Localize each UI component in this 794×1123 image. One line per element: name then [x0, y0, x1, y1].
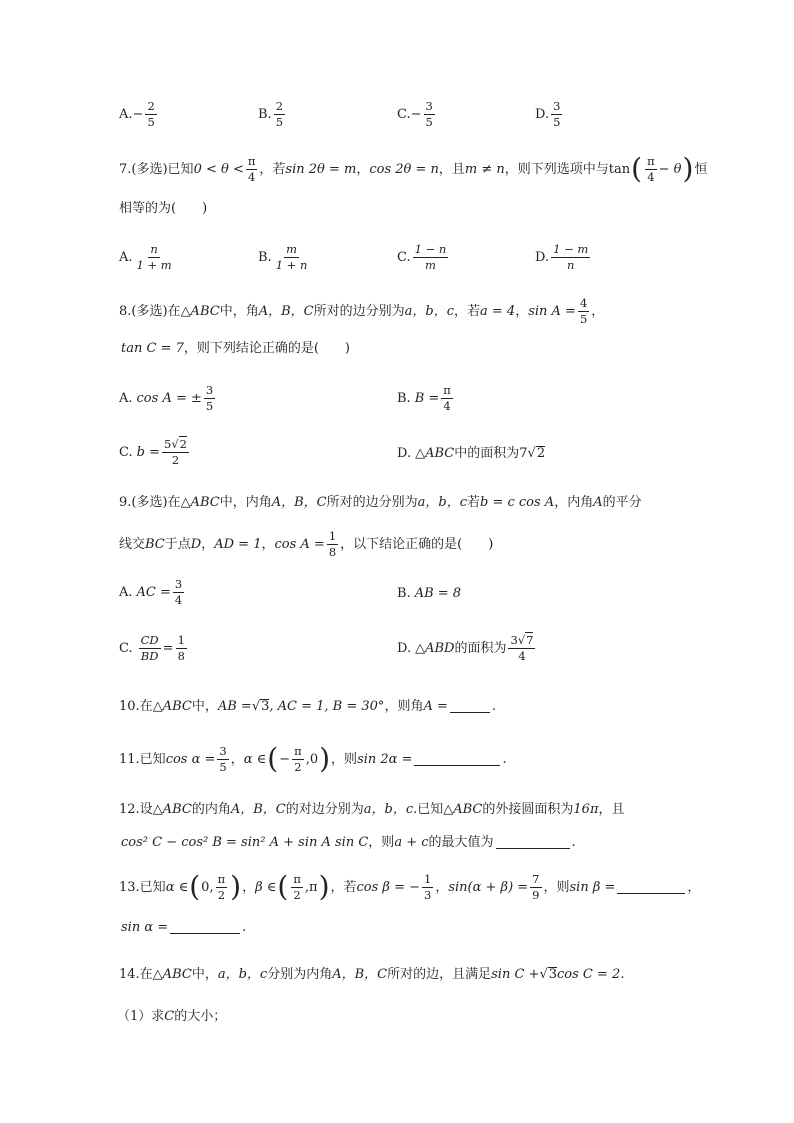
question-8-line2 [121, 342, 350, 355]
text: 相等的为( ) [119, 201, 208, 216]
fraction: $\frac{\pi}{2}$ [217, 872, 226, 902]
text: 中，内角 [219, 495, 272, 510]
text: 所对的边，且满足 [387, 966, 492, 982]
question-label: 14.在 [119, 966, 153, 982]
text: 若 [466, 495, 480, 510]
text: 分别为内角 [267, 966, 333, 982]
equals-sign: = [162, 640, 174, 656]
math-expr: 0, [201, 879, 214, 895]
text: ，则 [368, 835, 395, 850]
fraction: $\frac{3}{5}$ [219, 744, 227, 774]
q8-option-c [119, 438, 191, 466]
math-expr: AB = [217, 698, 252, 714]
sqrt-sign: √ [251, 698, 261, 714]
fraction: $\frac{\pi}{4}$ [443, 383, 451, 413]
math-expr: ,0 [305, 751, 319, 767]
text: . [620, 966, 625, 982]
math-expr: 0 < θ < [193, 161, 244, 177]
math-expr: a，b，c [217, 966, 268, 982]
q9-option-b [397, 587, 461, 600]
left-paren: ( [277, 870, 289, 904]
question-7-line1 [119, 152, 708, 186]
fraction: $\frac{1}{3}$ [424, 872, 432, 902]
math-expr: α ∈ [165, 879, 189, 895]
math-expr: B = [414, 390, 440, 406]
math-expr: A，B，C [271, 495, 327, 510]
text: ，则角 [384, 698, 424, 714]
text: 的面积为 [454, 640, 507, 656]
q8-option-b [397, 384, 455, 412]
question-label: 10.在 [119, 698, 153, 714]
text: ， [687, 879, 701, 895]
math-expr: tan [608, 161, 631, 177]
fraction: $\frac{1 - m}{n}$ [553, 242, 589, 272]
text: ，且 [438, 161, 465, 177]
math-expr: a + c [394, 835, 429, 850]
radicand: 2 [179, 437, 187, 451]
question-9-line2 [119, 530, 493, 558]
text: ，以下结论正确的是( ) [340, 536, 494, 552]
math-expr: A，B，C [332, 966, 388, 982]
text: . [571, 835, 576, 850]
option-letter: B. [397, 586, 411, 601]
text: 的最大值为 [428, 835, 494, 850]
fraction-numerator: 3√7 [510, 633, 534, 647]
question-7-line2 [119, 202, 207, 215]
text: ，若 [330, 879, 357, 895]
q8-option-a [119, 384, 217, 412]
question-11 [119, 742, 507, 776]
math-expr: cos A = [274, 536, 325, 552]
math-expr: a = 4 [480, 303, 516, 319]
text: ， [242, 879, 256, 895]
math-expr: △ABC [415, 445, 455, 461]
sqrt-sign: √ [539, 966, 548, 982]
math-expr: cos 2θ = n [369, 161, 439, 177]
fraction: $\frac{3}{5}$ [205, 383, 214, 413]
text: 于点 [164, 536, 191, 552]
option-letter: B. [397, 390, 411, 406]
math-expr: a，b，c [363, 802, 414, 817]
math-expr: β ∈ [255, 879, 277, 895]
q7-option-c [397, 243, 450, 271]
answer-blank[interactable] [496, 836, 570, 849]
text: 中，角 [219, 303, 259, 319]
minus-sign: − [132, 106, 144, 122]
answer-blank[interactable] [450, 700, 490, 713]
left-paren: ( [189, 870, 201, 904]
math-expr: sin(α + β) = [448, 879, 529, 895]
q6-option-c [397, 100, 437, 128]
fraction: $\frac{3}{4}$ [174, 577, 183, 607]
text: （1）求 [117, 1009, 165, 1024]
fraction: $\frac{7}{9}$ [532, 872, 540, 902]
question-14-sub1 [117, 1010, 226, 1023]
option-letter: D. [397, 640, 412, 656]
fraction: $\frac{\pi}{4}$ [647, 154, 655, 184]
q8-option-d: D. △ABC 中的面积为 7 √ 2 [397, 445, 546, 461]
math-expr: cos β = − [356, 879, 420, 895]
math-expr: a，b，c [417, 495, 467, 510]
text: ，则下列结论正确的是( ) [183, 341, 351, 356]
math-expr: sin β = [569, 879, 616, 895]
question-12-line2 [121, 836, 576, 849]
math-expr: cos A = ± [136, 390, 202, 406]
text: ， [201, 536, 215, 552]
right-paren: ) [319, 742, 331, 776]
fraction: $\frac{CD}{BD}$ [140, 633, 159, 663]
question-12-line1 [119, 803, 625, 816]
q6-option-d [535, 100, 564, 128]
question-label: 8.(多选)在 [119, 303, 181, 319]
text: ，内角 [554, 495, 594, 510]
question-label: 9.(多选)在 [119, 495, 181, 510]
text: .已知 [413, 802, 444, 817]
math-expr: sin 2α = [357, 751, 413, 767]
text: ，则 [543, 879, 570, 895]
radicand: 7 [526, 633, 534, 647]
q6-option-a [119, 100, 159, 128]
option-letter: A. [119, 390, 133, 406]
fraction: $\frac{n}{1 + m}$ [136, 242, 172, 272]
math-expr: b = [136, 444, 160, 460]
text: ，则 [331, 751, 358, 767]
option-letter: D. [535, 249, 550, 265]
question-label: 13.已知 [119, 879, 166, 895]
fraction: $\frac{4}{5}$ [579, 296, 588, 326]
left-paren: ( [631, 152, 643, 186]
option-letter: B. [258, 106, 272, 122]
math-expr: b = c cos A [480, 495, 555, 510]
option-letter: A. [119, 106, 133, 122]
minus-sign: − [279, 751, 291, 767]
fraction: $\frac{1 - n}{m}$ [414, 242, 447, 272]
text: 所对的边分别为 [313, 303, 405, 319]
text: ， [515, 303, 529, 319]
fraction: $\frac{3√7}{4}$ [510, 633, 534, 663]
q9-option-a [119, 578, 186, 606]
option-letter: C. [397, 249, 411, 265]
fraction: $\frac{3}{5}$ [425, 99, 433, 129]
math-expr: AB = 8 [414, 586, 462, 601]
question-13-line1 [119, 870, 701, 904]
fraction: $\frac{1}{8}$ [177, 633, 185, 663]
text: . [502, 751, 507, 767]
math-expr: A，B，C [258, 303, 314, 319]
text: . [491, 698, 497, 714]
math-expr: A [593, 495, 603, 510]
fraction: $\frac{1}{8}$ [328, 529, 337, 559]
math-expr: △ABC [443, 802, 483, 817]
math-expr: A = [423, 698, 448, 714]
fraction: $\frac{\pi}{2}$ [294, 744, 302, 774]
answer-blank[interactable] [414, 753, 500, 766]
left-paren: ( [267, 742, 279, 776]
math-expr: △ABC [152, 966, 192, 982]
text: ， [261, 536, 275, 552]
text: ， [435, 879, 449, 895]
right-paren: ) [230, 870, 242, 904]
math-expr: △ABC [180, 495, 220, 510]
coefficient: 7 [519, 445, 528, 461]
fraction: $\frac{5√2}{2}$ [163, 437, 187, 467]
option-letter: C. [119, 444, 133, 460]
text: 线交 [119, 536, 146, 552]
text: 所对的边分别为 [326, 495, 418, 510]
fraction: $\frac{\pi}{2}$ [293, 872, 301, 902]
q7-option-a [119, 243, 176, 271]
radicand: 2 [536, 446, 546, 461]
text: 中的面积为 [454, 445, 520, 461]
answer-blank[interactable] [170, 921, 240, 934]
text: 的内角 [191, 802, 231, 817]
text: ，若 [453, 303, 480, 319]
option-letter: D. [397, 445, 412, 461]
question-label: 12.设 [119, 802, 153, 817]
math-expr: sin C + [491, 966, 540, 982]
option-letter: C. [119, 640, 133, 656]
text: ，且 [598, 802, 625, 817]
text: 的平分 [602, 495, 642, 510]
math-expr: △ABC [152, 698, 192, 714]
question-label: 7.(多选)已知 [119, 161, 194, 177]
text: ， [356, 161, 370, 177]
math-expr: D [190, 536, 202, 552]
text: ，则下列选项中与 [504, 161, 609, 177]
math-expr: sin 2θ = m [285, 161, 357, 177]
fraction: $\frac{\pi}{4}$ [247, 154, 256, 184]
option-letter: B. [258, 249, 272, 265]
text: 中， [191, 698, 218, 714]
q9-option-c [119, 634, 189, 662]
text: ， [230, 751, 244, 767]
q7-option-b [258, 243, 311, 271]
fraction: $\frac{2}{5}$ [275, 99, 284, 129]
math-expr: AC = [136, 584, 171, 600]
q6-option-b [258, 100, 287, 128]
text: ， [591, 303, 605, 319]
math-expr: sin α = [121, 920, 169, 935]
option-letter: D. [535, 106, 550, 122]
coefficient: 3 [510, 633, 518, 647]
right-paren: ) [682, 152, 694, 186]
math-expr: △ABD [415, 640, 455, 656]
math-expr: cos C = 2 [557, 966, 621, 982]
text: ，若 [259, 161, 286, 177]
math-expr: tan C = 7 [121, 341, 184, 356]
fraction: $\frac{3}{5}$ [553, 99, 561, 129]
math-expr: a，b，c [404, 303, 454, 319]
text: 恒 [694, 161, 708, 177]
math-expr: ,π [304, 879, 318, 895]
math-expr: A，B，C [230, 802, 286, 817]
math-expr: BC [145, 536, 165, 552]
question-9-line1 [119, 496, 642, 509]
text: 中， [191, 966, 218, 982]
math-expr: α ∈ [243, 751, 267, 767]
fraction: $\frac{2}{5}$ [147, 99, 155, 129]
question-label: 11.已知 [119, 751, 166, 767]
math-expr: C [164, 1009, 175, 1024]
math-expr: △ABC [180, 303, 220, 319]
math-expr: m ≠ n [464, 161, 505, 177]
right-paren: ) [318, 870, 330, 904]
question-8-line1 [119, 297, 604, 325]
answer-blank[interactable] [617, 881, 685, 894]
q9-option-d [397, 634, 537, 662]
minus-sign: − [410, 106, 422, 122]
math-expr: cos² C − cos² B = sin² A + sin A sin C [121, 835, 369, 850]
q7-option-d [535, 243, 592, 271]
option-letter: A. [119, 584, 133, 600]
text: . [242, 920, 247, 935]
question-10 [119, 699, 496, 713]
radicand: 3 [548, 967, 558, 982]
math-expr: − θ [658, 161, 682, 177]
math-expr: AD = 1 [214, 536, 262, 552]
math-expr: , AC = 1, B = 30° [269, 698, 385, 714]
option-letter: C. [397, 106, 411, 122]
question-14 [119, 967, 624, 981]
math-expr: 16π [573, 802, 599, 817]
text: 的大小； [174, 1009, 227, 1024]
text: 的对边分别为 [285, 802, 364, 817]
math-expr: △ABC [152, 802, 192, 817]
option-letter: A. [119, 249, 133, 265]
radicand: 3 [261, 699, 270, 714]
math-expr: sin A = [528, 303, 576, 319]
text: 的外接圆面积为 [482, 802, 574, 817]
math-expr: cos α = [165, 751, 216, 767]
question-13-line2 [121, 921, 246, 934]
fraction: $\frac{m}{1 + n}$ [275, 242, 308, 272]
coefficient: 5 [163, 437, 172, 451]
fraction-numerator: 5√2 [163, 437, 187, 451]
